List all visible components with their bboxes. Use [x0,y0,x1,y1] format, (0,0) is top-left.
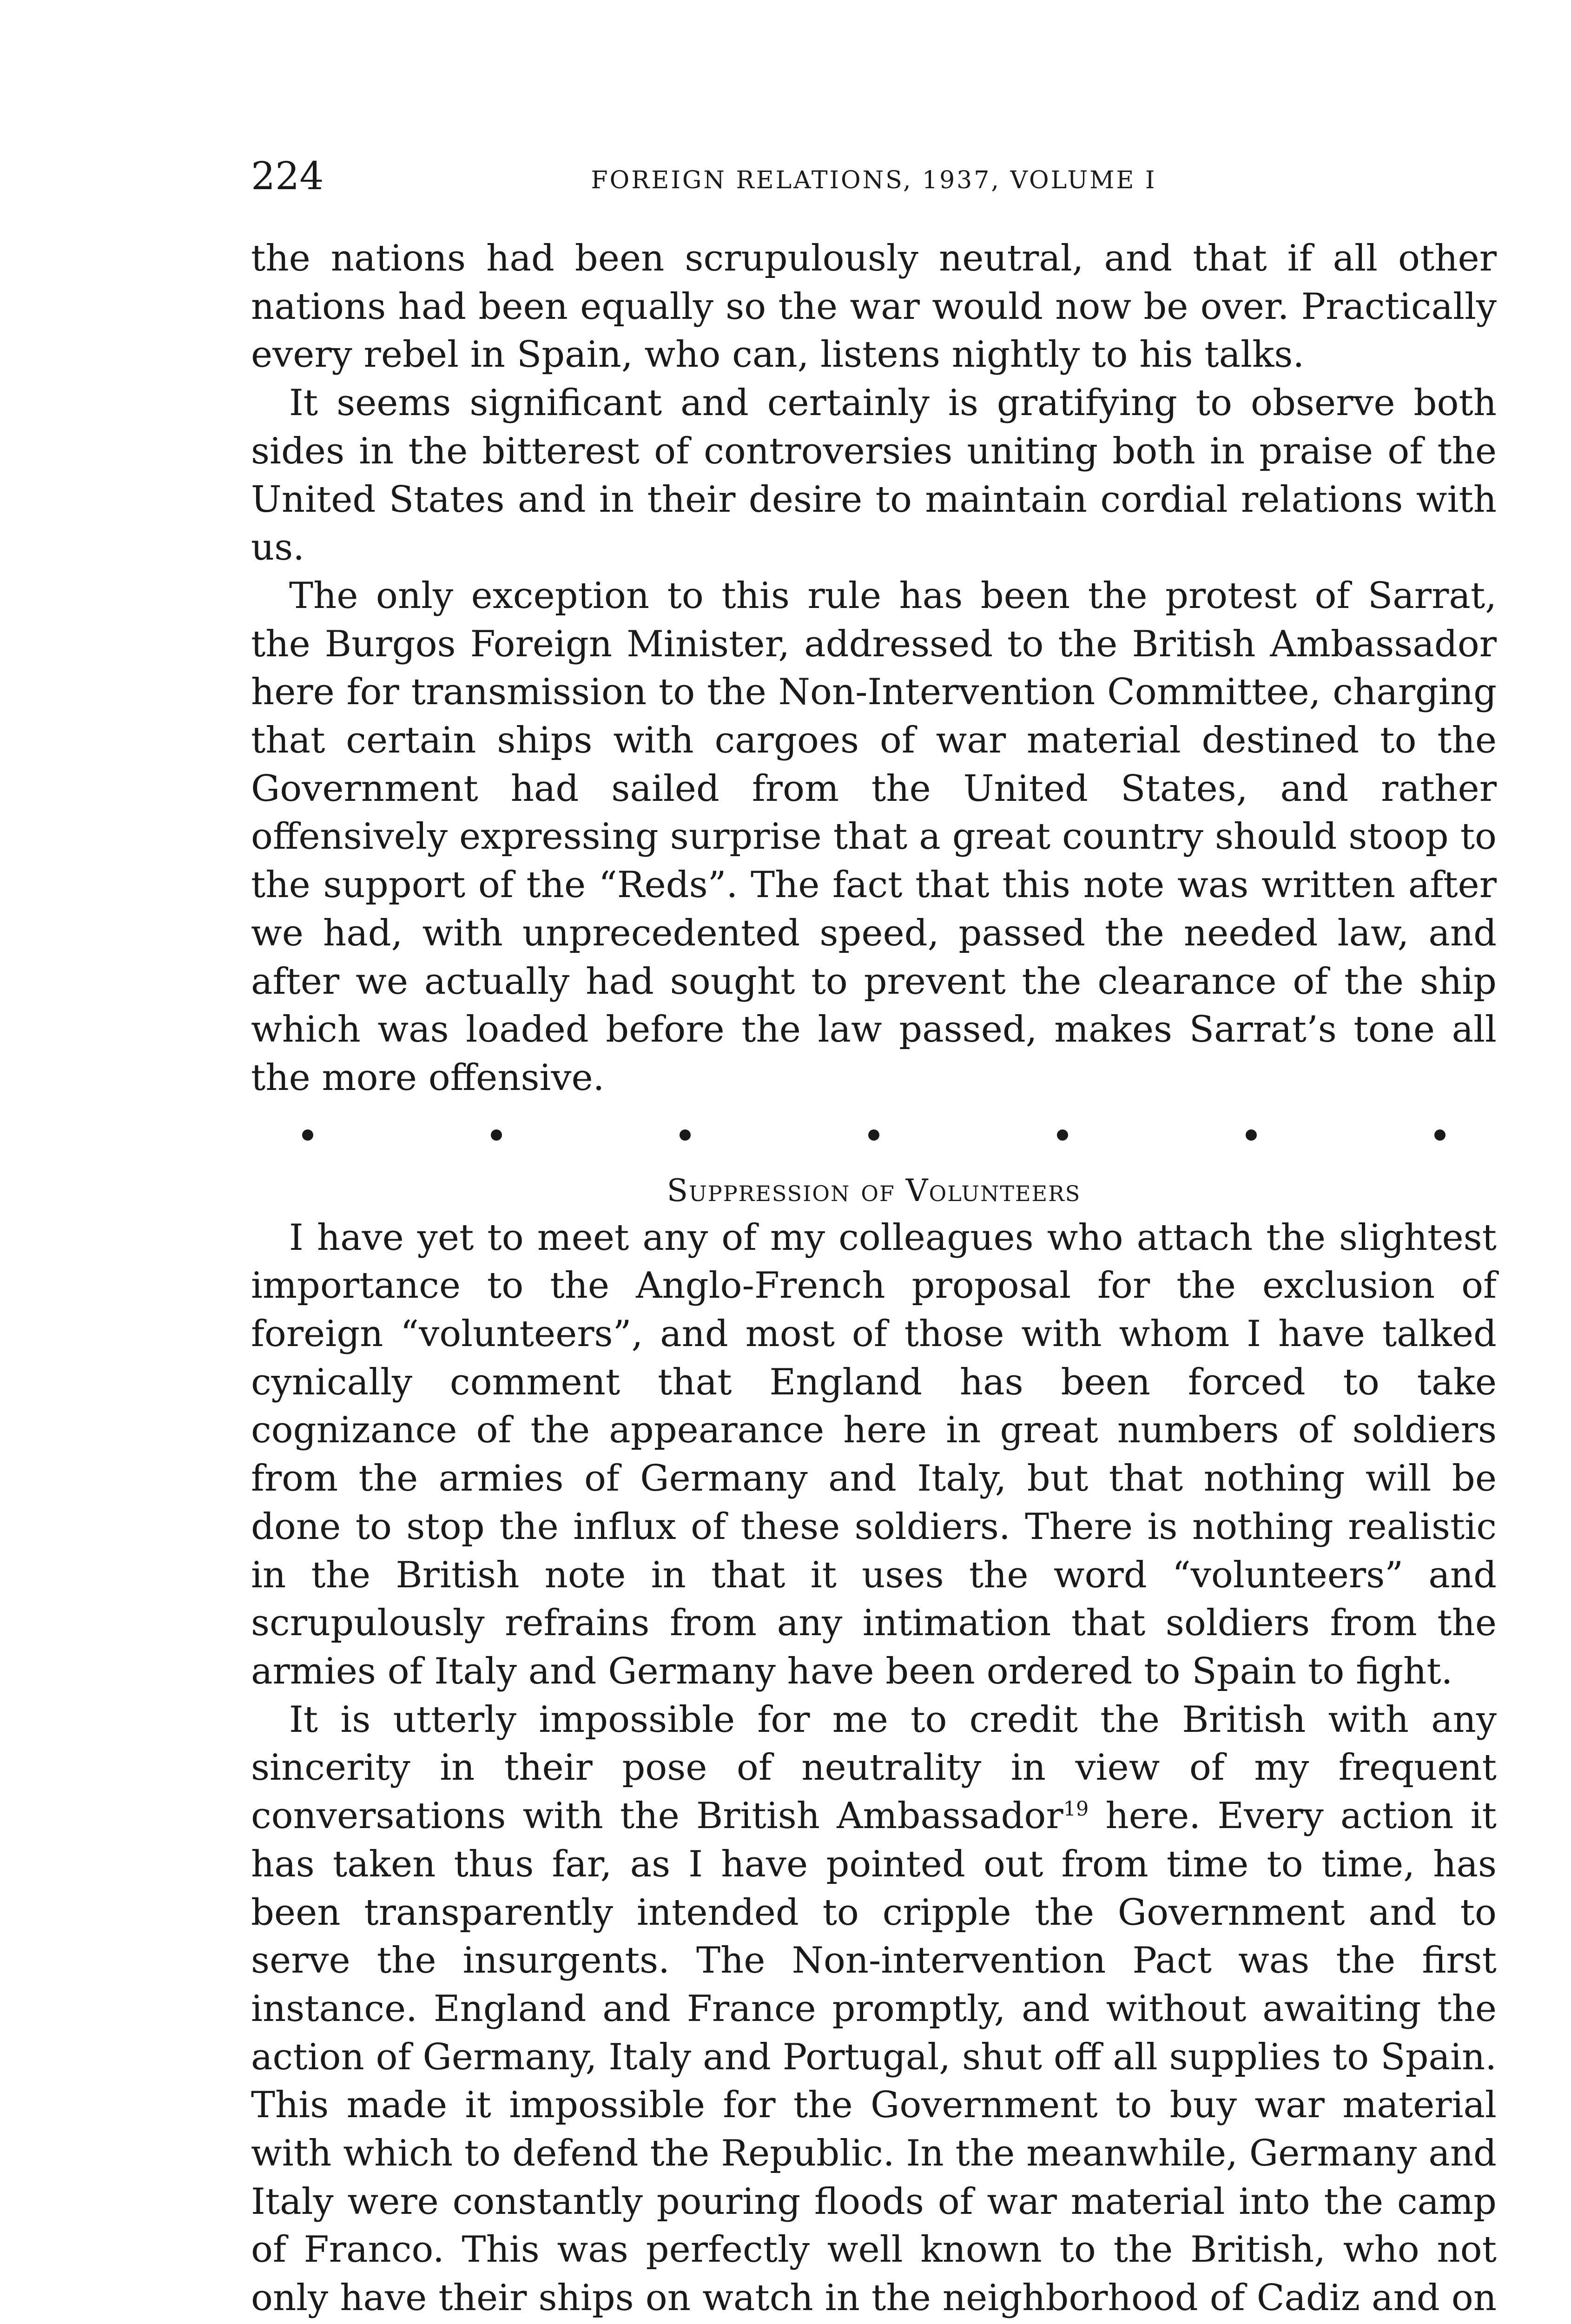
footnote-reference[interactable]: 19 [1063,1797,1089,1821]
dot [1434,1129,1446,1141]
dot [680,1129,691,1141]
paragraph-3: The only exception to this rule has been the protest of Sarrat, the Burgos Foreign Minister, addressed to the British Ambassador here for transmission to the Non-Intervention Committee, charging that certain ships with cargoes of war material destined to the Government had sailed from the United States, and rather offensively expressing surprise that a great country should stoop to the support of the “Reds”. The fact that this note was written after we had, with unprecedented speed, passed the needed law, and after we actually had sought to prevent the clearance of the ship which was loaded before the law passed, makes Sarrat’s tone all the more offensive. [251,574,1497,1099]
paragraph-5-start: It is utterly impossible for me to credit the British with any sincerity in their pose of neutrality in view of my frequent conversations with the British Ambassador [251,1698,1497,1837]
paragraph-1: the nations had been scrupulously neutral, and that if all other nations had been equally so the war would now be over. Practically every rebel in Spain, who can, listens nightly to his talks. [251,238,1497,376]
section-heading: Suppression of Volunteers [667,1172,1081,1208]
running-title: FOREIGN RELATIONS, 1937, VOLUME I [591,166,1157,194]
paragraph-2: It seems significant and certainly is gratifying to observe both sides in the bitterest of controversies uniting both in praise of the United States and in their desire to maintain cordial relations with us. [251,382,1497,569]
dot [868,1129,879,1141]
dot [491,1129,502,1141]
dot [1246,1129,1257,1141]
paragraph-5-end: here. Every action it has taken thus far, as I have pointed out from time to time, has been transparently intended to cripple the Government and to serve the insurgents. The Non-intervention Pact was the first instance. England and France promptly, and without awaiting the action of Germany, Italy and Portugal, shut off all supplies to Spain. This made it impossible for the Government to buy war material with which to defend the Republic. In the meanwhile, Germany and Italy were constantly pouring floods of war material into the camp of Franco. This was perfectly well known to the British, who not only have their ships on watch in the neighborhood of Cadiz and on [251,1795,1497,2319]
paragraph-5 [251,1696,1497,2324]
dot [1057,1129,1068,1141]
paragraph-4: I have yet to meet any of my colleagues who attach the slightest importance to the Anglo-French proposal for the exclusion of foreign “volunteers”, and most of those with whom I have talked cynically comment that England has been forced to take cognizance of the appearance here in great numbers of soldiers from the armies of Germany and Italy, but that nothing will be done to stop the influx of these soldiers. There is nothing realistic in the British note in that it uses the word “volunteers” and scrupulously refrains from any intimation that soldiers from the armies of Italy and Germany have been ordered to Spain to fight. [251,1216,1497,1692]
dot [302,1129,313,1141]
omission-dots [251,1103,1497,1168]
body-text [251,235,1497,2324]
page-number: 224 [251,154,324,198]
running-head [251,153,1497,200]
